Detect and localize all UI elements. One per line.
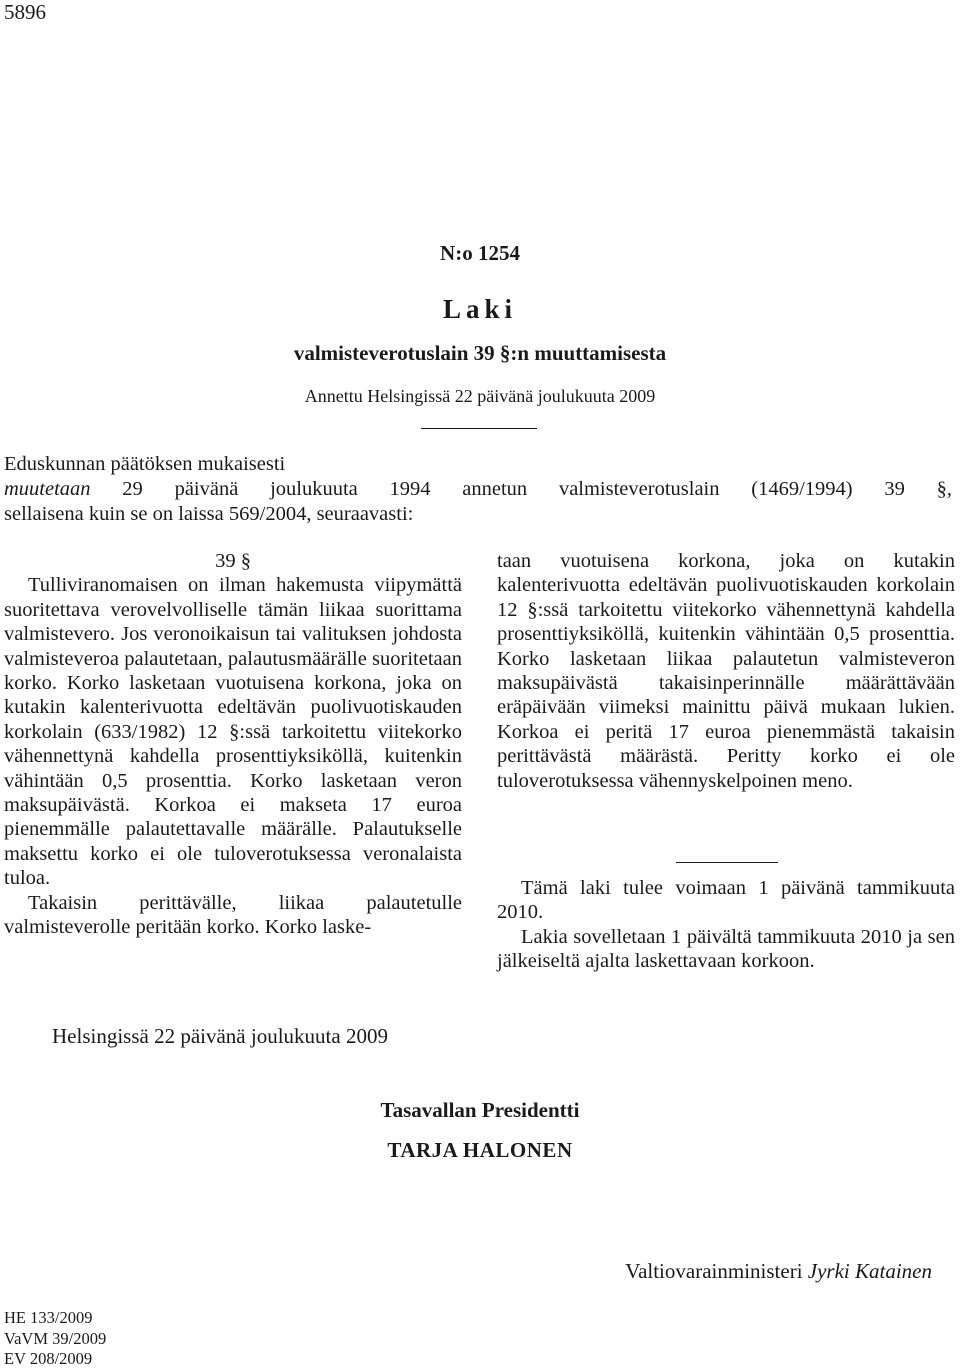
- header-divider: [421, 428, 537, 429]
- right-column: [497, 549, 955, 793]
- minister-signature: [625, 1258, 932, 1284]
- preamble-line-3: sellaisena kuin se on laissa 569/2004, seuraavasti:: [4, 503, 414, 525]
- entry-into-force-paragraph-1: Tämä laki tulee voimaan 1 päivänä tammikuuta 2010.: [497, 877, 955, 924]
- law-type-heading: Laki: [442, 294, 518, 324]
- page-number: 5896: [4, 0, 46, 24]
- preamble-line-2-rest: 29 päivänä joulukuuta 1994 annetun valmisteverotuslain (1469/1994) 39 §,: [90, 478, 952, 500]
- signing-place-date: Helsingissä 22 päivänä joulukuuta 2009: [52, 1024, 388, 1048]
- legislative-references: [4, 1308, 106, 1370]
- section-paragraph-1: Tulliviranomaisen on ilman hakemusta viipymättä suoritettava verovelvolliselle tämän liikaa suorittama valmistevero. Jos veronoikaisun tai valituksen johdosta valmisteveroa palautetaan, palautusmäärälle suoritetaan korko. Korko lasketaan vuotuisena korkona, joka on kutakin kalenterivuotta edeltävän puolivuotiskauden korkolain (633/1982) 12 §:ssä tarkoitettu viitekorko vähennettynä kahdella prosenttiyksiköllä, kuitenkin vähintään 0,5 prosenttia. Korko lasketaan veron maksupäivästä. Korkoa ei makseta 17 euroa pienemmälle palautettavalle määrälle. Palautukselle maksettu korko ei ole tuloverotuksessa veronalaista tuloa.: [4, 574, 462, 890]
- left-column: [4, 549, 462, 940]
- preamble-line-1: Eduskunnan päätöksen mukaisesti: [4, 453, 286, 475]
- minister-name: Jyrki Katainen: [807, 1259, 932, 1283]
- preamble-line-2: [4, 477, 952, 502]
- entry-into-force-paragraph-2: Lakia sovelletaan 1 päivältä tammikuuta 2010 ja sen jälkeiseltä ajalta laskettavaan korkoon.: [497, 925, 955, 973]
- section-paragraph-2-end: taan vuotuisena korkona, joka on kutakin kalenterivuotta edeltävän puolivuotiskauden korkolain 12 §:ssä tarkoitettu viitekorko vähennettynä kahdella prosenttiyksiköllä, kuitenkin vähintään 0,5 prosenttia. Korko lasketaan liikaa palautetun valmisteveron maksupäivästä takaisinperinnälle määrättävään eräpäivään viimeksi mainittu päivä mukaan lukien. Korkoa ei peritä 17 euroa pienemmästä takaisin perittävästä määrästä. Peritty korko ei ole tuloverotuksessa vähennyskelpoinen meno.: [497, 550, 955, 792]
- entry-into-force: [497, 876, 955, 974]
- section-divider: [676, 862, 778, 863]
- president-name: TARJA HALONEN: [387, 1138, 573, 1162]
- reference-vavm: VaVM 39/2009: [4, 1328, 107, 1348]
- enactment-date: Annettu Helsingissä 22 päivänä joulukuuta 2009: [304, 386, 656, 406]
- minister-title: Valtiovarainministeri: [625, 1259, 803, 1283]
- reference-ev: EV 208/2009: [4, 1349, 93, 1368]
- section-paragraph-2-start: Takaisin perittävälle, liikaa palautetulle valmisteverolle peritään korko. Korko laske-: [4, 891, 462, 939]
- preamble: [4, 452, 952, 527]
- law-number: N:o 1254: [440, 241, 520, 265]
- amend-keyword: muutetaan: [4, 478, 91, 500]
- section-heading: 39 §: [215, 550, 251, 572]
- president-title: Tasavallan Presidentti: [380, 1098, 580, 1122]
- law-title: valmisteverotuslain 39 §:n muuttamisesta: [293, 341, 667, 365]
- reference-he: HE 133/2009: [4, 1308, 93, 1327]
